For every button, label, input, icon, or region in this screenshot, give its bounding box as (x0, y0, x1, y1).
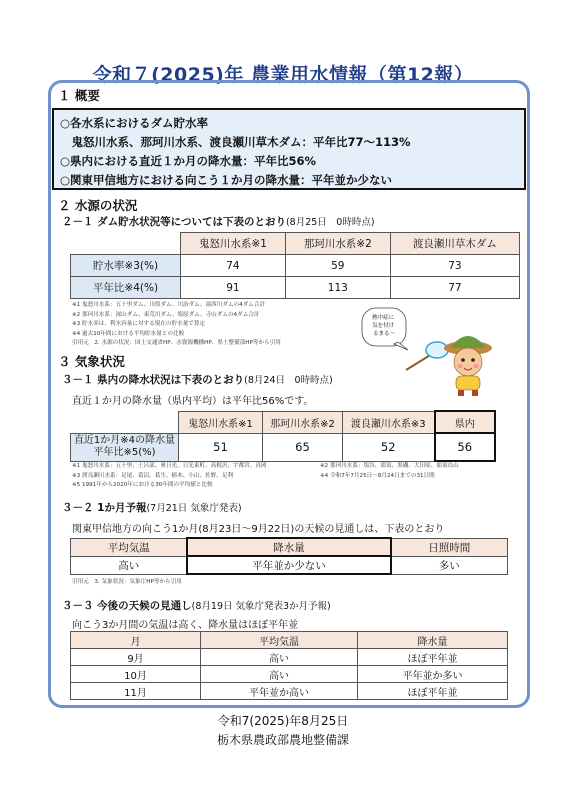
column-header-prefecture: 県内 (435, 411, 496, 433)
column-header: 渡良瀬川水系※3 (343, 411, 435, 433)
section2-heading: ２ 水源の状況 (58, 198, 138, 213)
one-month-forecast-table (70, 537, 508, 575)
section3-3-heading (62, 598, 331, 613)
note-line: ※2 那珂川水系：塩谷、那須、黒磯、大田原、那須烏山 (320, 463, 459, 469)
table-cell: 91 (181, 277, 286, 299)
mascot-face (454, 348, 482, 376)
section1-heading: １ 概要 (58, 88, 100, 103)
table-row (71, 277, 520, 299)
table-cell: 51 (179, 433, 263, 461)
overview-line: ○関東甲信地方における向こう１か月の降水量：平年並か少ない (60, 173, 393, 187)
insect-net-icon (426, 342, 448, 358)
section3-2-title: ３－２ 1か月予報 (62, 502, 147, 514)
table-cell: ほぼ平年並 (358, 649, 508, 666)
outlook-description: 向こう3か月間の気温は高く、降水量はほぼ平年並 (72, 620, 299, 631)
note-line: ※4 令和7年7月25日～8月24日までの31日間 (320, 472, 435, 479)
section3-3-note: (8月19日 気象庁発表3か月予報) (191, 601, 331, 612)
column-header: 月 (71, 632, 201, 649)
table-cell: 73 (390, 255, 519, 277)
section2-1-note: (8月25日 0時時点) (285, 217, 375, 228)
section3-3-title: ３－３ 今後の天候の見通し (62, 600, 192, 612)
table-cell: 65 (263, 433, 343, 461)
table-cell: 52 (343, 433, 435, 461)
precip-notes-left (72, 462, 267, 491)
note-line: ※1 鬼怒川水系：五十里ダム、川俣ダム、川治ダム、湯西川ダムの4ダム合計 (72, 302, 266, 308)
mascot-body (456, 376, 480, 390)
speech-text: 熱中症に 気を付け るまる～ (372, 315, 396, 337)
mascot-illustration (340, 300, 500, 400)
section3-1-note: (8月24日 0時時点) (244, 375, 333, 386)
table-cell: 平年並か多い (358, 666, 508, 683)
table-cell: 多い (391, 556, 508, 574)
dam-notes (72, 301, 281, 349)
net-pole (406, 354, 432, 370)
column-header: 平均気温 (201, 632, 358, 649)
precipitation-table (70, 410, 496, 462)
column-header: 渡良瀬川草木ダム (390, 233, 519, 255)
overview-line: 鬼怒川水系、那珂川水系、渡良瀬川草木ダム：平年比77～113% (60, 135, 411, 149)
section3-1-title: ３－１ 県内の降水状況は下表のとおり (62, 374, 245, 386)
three-month-outlook-table (70, 631, 508, 700)
issuing-department: 栃木県農政部農地整備課 (216, 733, 349, 747)
table-row (71, 255, 520, 277)
section2-1-title: ２－１ ダム貯水状況等については下表のとおり (62, 216, 286, 228)
note-line: ※2 那珂川水系：深山ダム、東荒川ダム、塩原ダム、寺山ダムの4ダム合計 (72, 311, 260, 318)
section3-1-heading (62, 372, 333, 387)
table-cell: 高い (201, 666, 358, 683)
column-header: 鬼怒川水系※1 (181, 233, 286, 255)
table-cell-prefecture: 56 (435, 433, 496, 461)
table-row (71, 433, 496, 461)
dam-storage-table (70, 232, 520, 299)
row-header: 貯水率※3(%) (71, 255, 181, 277)
column-header-precip: 降水量 (187, 538, 390, 556)
note-line: ※5 1991年から2020年における30年間の平均値と比較 (72, 482, 213, 488)
table-cell: 高い (71, 556, 188, 574)
overview-line: ○各水系におけるダム貯水率 (60, 116, 209, 130)
column-header: 日照時間 (391, 538, 508, 556)
table-row (71, 666, 508, 683)
table-cell: 10月 (71, 666, 201, 683)
table-cell-precip: 平年並か少ない (187, 556, 390, 574)
precip-notes-right (320, 462, 459, 481)
precip-description: 直近１か月の降水量（県内平均）は平年比56%です。 (72, 396, 314, 407)
section3-heading: ３ 気象状況 (58, 354, 125, 369)
table-cell: 9月 (71, 649, 201, 666)
section3-2-heading (62, 500, 242, 515)
table-cell: 113 (285, 277, 390, 299)
table-cell: 平年並か高い (201, 683, 358, 700)
overview-line: ○県内における直近１か月の降水量：平年比56% (60, 154, 317, 168)
table-cell: 59 (285, 255, 390, 277)
table-cell: 77 (390, 277, 519, 299)
overview-box (52, 108, 526, 190)
section3-2-note: (7月21日 気象庁発表) (146, 503, 242, 514)
table-cell: 11月 (71, 683, 201, 700)
table-row (71, 556, 508, 574)
column-header: 那珂川水系※2 (263, 411, 343, 433)
hat-icon (450, 336, 486, 348)
note-line: ※1 鬼怒川水系：五十里、土呂部、奥日光、日光東町、高根沢、宇都宮、真岡 (72, 463, 267, 469)
column-header: 降水量 (358, 632, 508, 649)
table-cell: ほぼ平年並 (358, 683, 508, 700)
table-cell: 74 (181, 255, 286, 277)
table-row (71, 683, 508, 700)
column-header: 平均気温 (71, 538, 188, 556)
section2-1-heading (62, 214, 375, 229)
note-line: ※4 過去10年間における平均貯水量との比較 (72, 330, 185, 337)
column-header: 鬼怒川水系※1 (179, 411, 263, 433)
forecast-source: 引用元 3. 気象状況：気象庁HP等から引用 (72, 579, 182, 585)
row-header: 平年比※4(%) (71, 277, 181, 299)
note-line: ※3 渡良瀬川水系：足尾、葛沼、葛生、栃木、小山、佐野、足利 (72, 472, 234, 479)
forecast-description: 関東甲信地方の向こう1か月(8月23日～9月22日)の天候の見通しは、下表のとおり (72, 524, 445, 535)
table-row (71, 649, 508, 666)
table-cell: 高い (201, 649, 358, 666)
page-title: 令和７(2025)年 農業用水情報（第12報） (92, 64, 474, 86)
issue-date: 令和7(2025)年8月25日 (217, 714, 349, 728)
note-line: ※3 貯水率は、利水容量に対する現在の貯水量で算定 (72, 321, 206, 327)
column-header: 那珂川水系※2 (285, 233, 390, 255)
note-line: 引用元 2. 水源の状況：国土交通省HP、水資源機構HP、県土整備部HP等から引用 (72, 340, 281, 346)
row-header: 直近1か月※4の降水量平年比※5(%) (71, 433, 179, 461)
